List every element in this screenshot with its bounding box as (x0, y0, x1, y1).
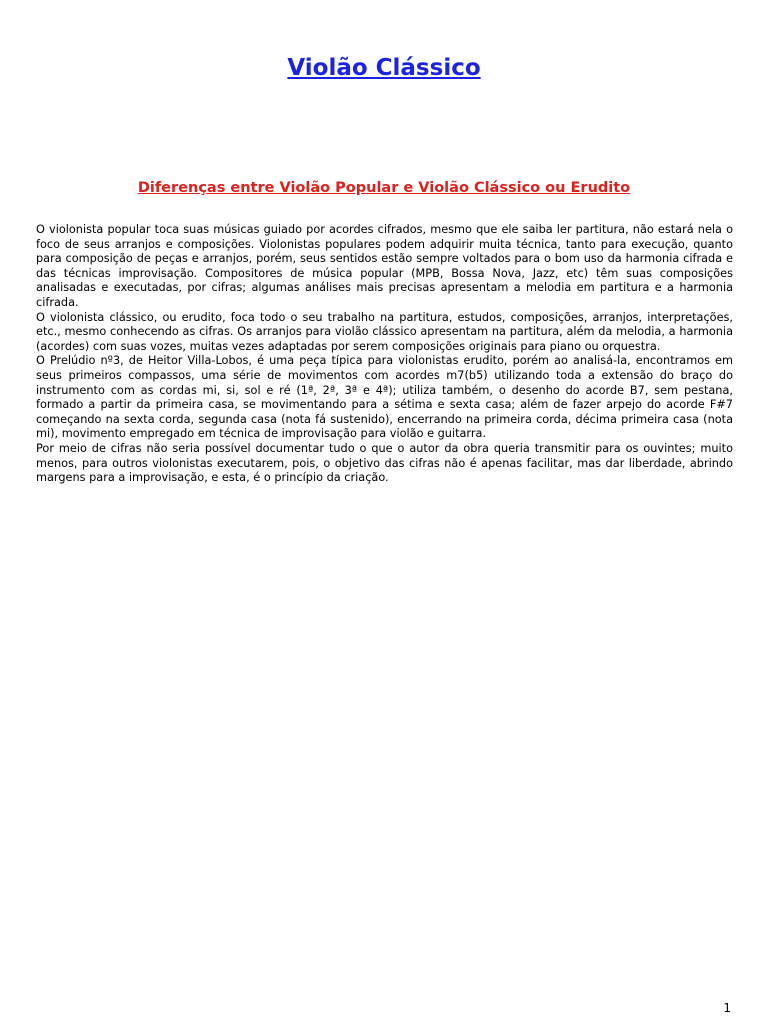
paragraph-classico: O violonista clássico, ou erudito, foca todo o seu trabalho na partitura, estudos, composições, arranjos, interpretações, etc., mesmo conhecendo as cifras. Os arranjos para violão clássico apresentam na partitura, além da melodia, a harmonia (acordes) com suas vozes, muitas vezes adaptadas por serem composições originais para piano ou orquestra. (36, 310, 733, 353)
paragraph-preludio: O Prelúdio nº3, de Heitor Villa-Lobos, é uma peça típica para violonistas erudito, porém ao analisá-la, encontramos em seus primeiros compassos, uma série de movimentos com acordes m7(b5) utilizando toda a extensão do braço do instrumento com as cordas mi, si, sol e ré (1ª, 2ª, 3ª e 4ª); utiliza também, o desenho do acorde B7, sem pestana, formado a partir da primeira casa, se movimentando para a sétima e sexta casa; além de fazer arpejo do acorde F#7 começando na sexta corda, segunda casa (nota fá sustenido), encerrando na primeira corda, décima primeira casa (nota mi), movimento empregado em técnica de improvisação para violão e guitarra. (36, 354, 733, 441)
paragraph-popular: O violonista popular toca suas músicas guiado por acordes cifrados, mesmo que ele saiba ler partitura, não estará nela o foco de seus arranjos e composições. Violonistas populares podem adquirir muita técnica, tanto para execução, quanto para composição de peças e arranjos, porém, seus sentidos estão sempre voltados para o bom uso da harmonia cifrada e das técnicas improvisação. Compositores de música popular (MPB, Bossa Nova, Jazz, etc) têm suas composições analisadas e executadas, por cifras; algumas análises mais precisas apresentam a melodia em partitura e a harmonia cifrada. (36, 223, 733, 309)
paragraph-cifras: Por meio de cifras não seria possível documentar tudo o que o autor da obra queria transmitir para os ouvintes; muito menos, para outros violonistas executarem, pois, o objetivo das cifras não é apenas facilitar, mas dar liberdade, abrindo margens para a improvisação, e esta, é o princípio da criação. (36, 441, 733, 485)
body-text (36, 223, 733, 486)
page-number: 1 (723, 1001, 731, 1015)
section-heading: Diferenças entre Violão Popular e Violão Clássico ou Erudito (137, 180, 631, 196)
page-title: Violão Clássico (287, 55, 481, 81)
